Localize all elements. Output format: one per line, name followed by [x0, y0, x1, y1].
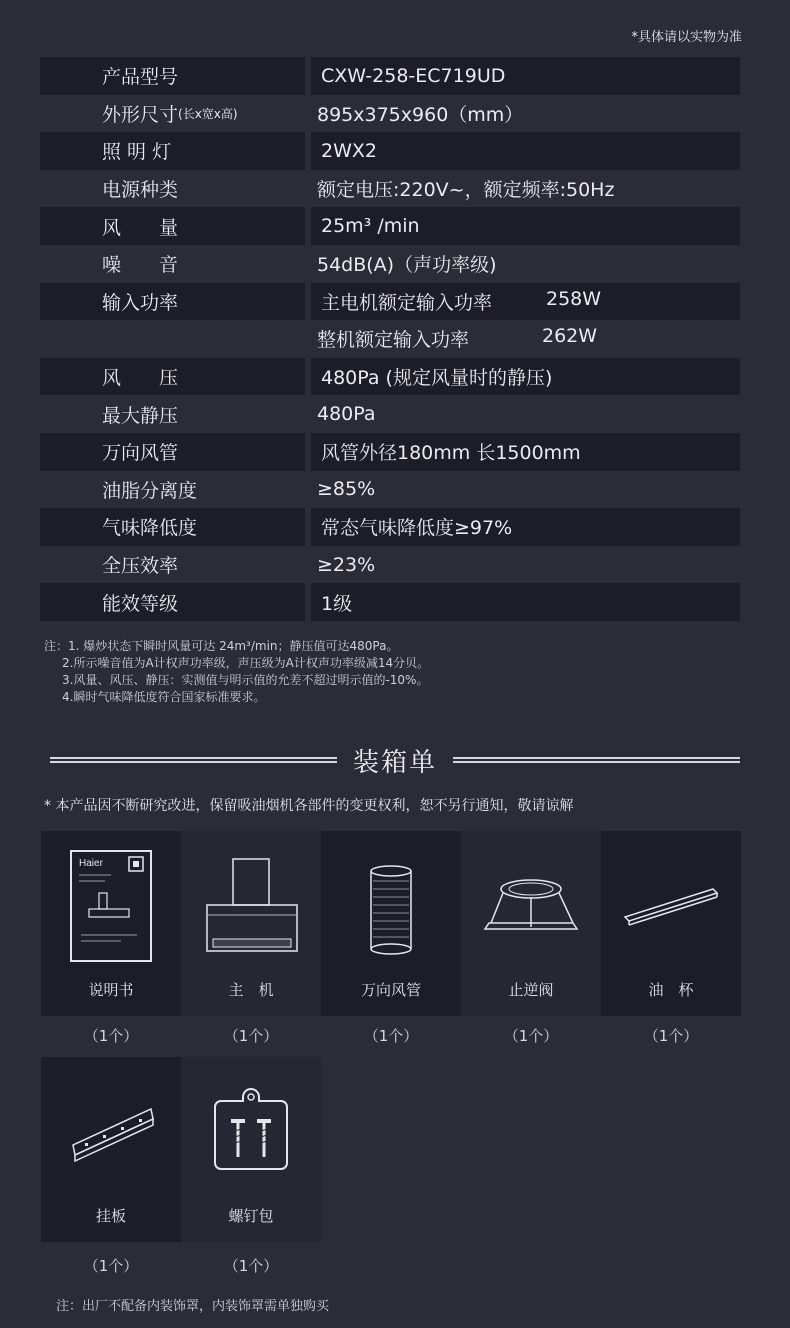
spec-row-input-power — [40, 283, 740, 321]
pack-item-qty: （1个） — [223, 1257, 279, 1275]
spec-label: 能效等级 — [40, 583, 305, 621]
range-hood-icon — [181, 831, 321, 971]
spec-value: CXW-258-EC719UD — [311, 57, 740, 95]
spec-label: 外形尺寸 (长x宽x高) — [102, 103, 238, 126]
pack-item-mount-plate — [41, 1057, 181, 1242]
spec-label: 风 压 — [40, 358, 305, 396]
pack-item-name: 说明书 — [88, 981, 134, 999]
spec-row-odor — [40, 508, 740, 546]
duct-icon — [321, 831, 461, 971]
spec-label: 气味降低度 — [40, 508, 305, 546]
manual-icon — [41, 831, 181, 971]
note-line: 3.风量、风压、静压：实测值与明示值的允差不超过明示值的-10%。 — [62, 673, 429, 687]
spec-notes — [44, 638, 429, 706]
pack-item-qty: （1个） — [223, 1027, 279, 1045]
spec-label: 产品型号 — [40, 57, 305, 95]
spec-row-energy-grade — [40, 583, 740, 621]
note-line: 注：1. 爆炒状态下瞬时风量可达 24m³/min；静压值可达480Pa。 — [44, 639, 399, 653]
spec-value: 2WX2 — [311, 132, 740, 170]
spec-value — [311, 283, 740, 321]
pack-item-qty: （1个） — [643, 1027, 699, 1045]
spec-row-model — [40, 57, 740, 95]
pack-item-qty: （1个） — [83, 1257, 139, 1275]
check-valve-icon — [461, 831, 601, 971]
spec-label: 油脂分离度 — [102, 479, 198, 502]
spec-label: 照 明 灯 — [40, 132, 305, 170]
pack-item-name: 油 杯 — [648, 981, 694, 999]
spec-value: 480Pa — [317, 403, 376, 426]
spec-row-power-type — [40, 170, 740, 208]
spec-label: 噪 音 — [102, 254, 179, 277]
oil-cup-icon — [601, 831, 741, 971]
spec-value — [307, 320, 740, 358]
spec-label-sub: (长x宽x高) — [178, 106, 238, 121]
spec-value: 25m³ /min — [311, 207, 740, 245]
disclaimer-text: *具体请以实物为准 — [631, 30, 742, 45]
packing-list-header — [50, 740, 740, 780]
spec-row-max-static — [40, 395, 740, 433]
pack-item-qty: （1个） — [83, 1027, 139, 1045]
pack-item-manual — [41, 831, 181, 1016]
spec-value: 54dB(A)（声功率级) — [317, 254, 497, 277]
spec-row-light — [40, 132, 740, 170]
spec-label: 风 量 — [40, 207, 305, 245]
spec-value: 1级 — [311, 583, 740, 621]
spec-row-pressure — [40, 358, 740, 396]
pack-item-name: 万向风管 — [360, 981, 421, 999]
spec-label — [40, 320, 305, 358]
screw-pack-icon — [181, 1057, 321, 1197]
spec-value: 常态气味降低度≥97% — [311, 508, 740, 546]
footnote: 注：出厂不配备内装饰罩，内装饰罩需单独购买 — [56, 1299, 330, 1314]
pack-item-check-valve — [461, 831, 601, 1016]
divider — [453, 757, 740, 763]
note-line: 4.瞬时气味降低度符合国家标准要求。 — [62, 690, 266, 704]
spec-row-noise — [40, 245, 740, 283]
spec-label: 最大静压 — [102, 404, 179, 427]
pack-item-name: 螺钉包 — [228, 1207, 274, 1225]
spec-label: 电源种类 — [102, 179, 179, 202]
spec-value-right: 262W — [542, 325, 598, 348]
manual-brand-text: Haier — [79, 858, 103, 869]
spec-label: 全压效率 — [102, 555, 179, 578]
spec-value: ≥85% — [317, 478, 376, 501]
spec-row-grease — [40, 471, 740, 509]
packing-list-title: 装箱单 — [353, 747, 438, 778]
packing-note: * 本产品因不断研究改进，保留吸油烟机各部件的变更权利，恕不另行通知，敬请谅解 — [44, 798, 574, 814]
pack-item-qty: （1个） — [363, 1027, 419, 1045]
mount-plate-icon — [41, 1057, 181, 1197]
spec-row-airflow — [40, 207, 740, 245]
spec-value-right: 258W — [546, 287, 602, 310]
spec-label: 输入功率 — [40, 283, 305, 321]
spec-value: ≥23% — [317, 553, 376, 576]
spec-value: 895x375x960（mm） — [317, 103, 524, 126]
pack-item-name: 主 机 — [228, 981, 274, 999]
spec-value: 480Pa (规定风量时的静压) — [311, 358, 740, 396]
spec-row-input-power-total — [40, 320, 740, 358]
pack-item-main-unit — [181, 831, 321, 1016]
note-line: 2.所示噪音值为A计权声功率级，声压级为A计权声功率级减14分贝。 — [62, 656, 430, 670]
spec-table — [40, 57, 740, 621]
spec-value-left: 整机额定输入功率 — [317, 329, 470, 352]
divider — [50, 757, 337, 763]
spec-row-efficiency — [40, 546, 740, 584]
spec-label: 万向风管 — [40, 433, 305, 471]
spec-row-duct — [40, 433, 740, 471]
pack-item-name: 挂板 — [95, 1207, 126, 1225]
pack-item-oil-cup — [601, 831, 741, 1016]
spec-value: 风管外径180mm 长1500mm — [311, 433, 740, 471]
spec-value-left: 主电机额定输入功率 — [321, 291, 493, 314]
pack-item-screw-pack — [181, 1057, 321, 1242]
pack-item-qty: （1个） — [503, 1027, 559, 1045]
spec-value: 额定电压:220V~，额定频率:50Hz — [317, 179, 615, 202]
spec-row-dimensions — [40, 95, 740, 133]
pack-item-duct — [321, 831, 461, 1016]
pack-item-name: 止逆阀 — [508, 981, 554, 999]
